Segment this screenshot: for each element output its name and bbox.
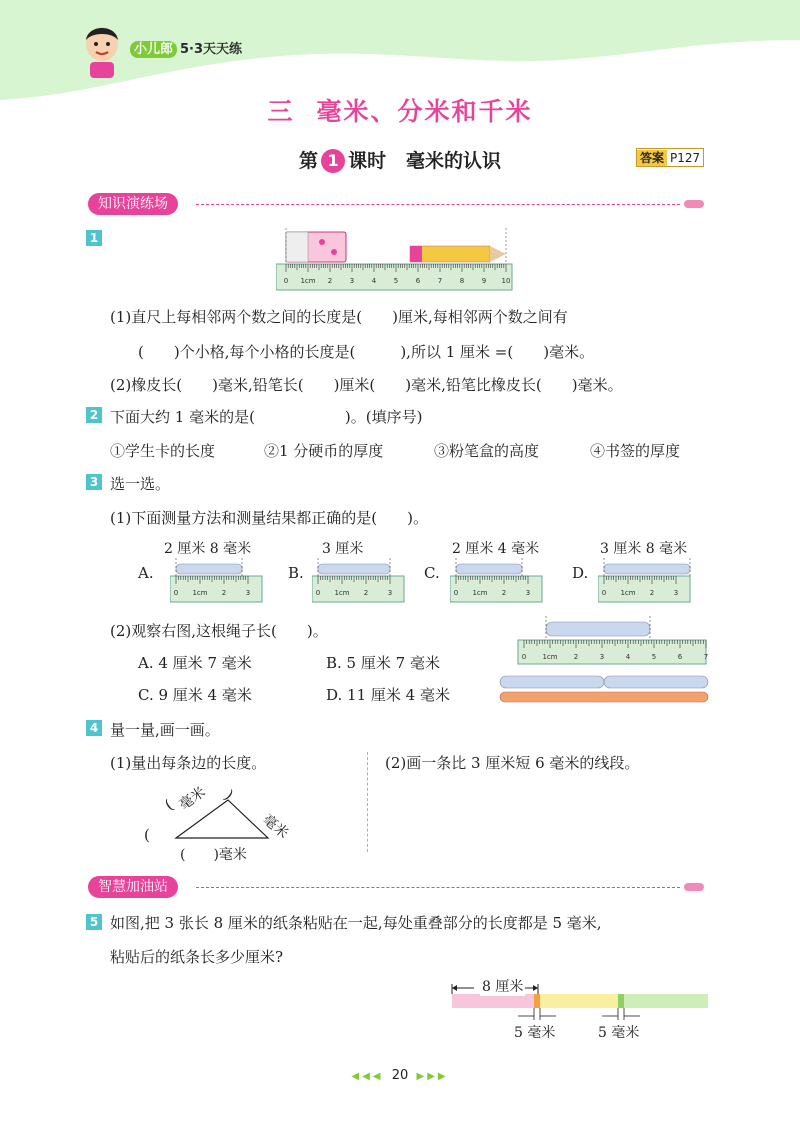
ruler-figure [276, 228, 516, 292]
q5-line1: 如图,把 3 张长 8 厘米的纸条粘贴在一起,每处重叠部分的长度都是 5 毫米, [110, 914, 602, 932]
section-knowledge: 知识演练场 [88, 193, 178, 215]
ruler-label: 0 [453, 589, 459, 597]
ruler-label: 2 [501, 589, 507, 597]
ruler-label: 0 [283, 277, 289, 285]
answer-ref: 答案 P127 [636, 148, 704, 167]
choice-label: 2 厘米 8 毫米 [164, 541, 252, 557]
rope-figure [498, 612, 710, 708]
q1-part1-line2: ( )个小格,每个小格的长度是( ),所以 1 厘米 =( )毫米。 [138, 343, 595, 361]
q3-p2-option: D. 11 厘米 4 毫米 [326, 686, 450, 704]
choice-label: 2 厘米 4 毫米 [452, 541, 540, 557]
q4-stem: 量一量,画一画。 [110, 721, 220, 739]
label-right: 毫米 [259, 811, 292, 842]
ruler-label: 5 [651, 653, 657, 661]
ruler-label: 3 [673, 589, 679, 597]
ruler-label: 6 [415, 277, 421, 285]
ruler-label: 1cm [192, 589, 208, 597]
ruler-label: 2 [649, 589, 655, 597]
ruler-label: 1cm [472, 589, 488, 597]
q4-part1: (1)量出每条边的长度。 [110, 754, 267, 772]
pencil-icon [684, 883, 704, 891]
ruler-label: 3 [349, 277, 355, 285]
ruler-label: 2 [573, 653, 579, 661]
q1-part1-line1: (1)直尺上每相邻两个数之间的长度是( )厘米,每相邻两个数之间有 [110, 308, 568, 326]
pencil-bar [318, 564, 390, 574]
arrows-right-icon: ▶▶▶ [416, 1071, 449, 1082]
paren-right: ) [220, 786, 237, 804]
ruler-label: 1cm [300, 277, 316, 285]
q3-part2: (2)观察右图,这根绳子长( )。 [110, 622, 328, 640]
q2-option: ④书签的厚度 [590, 442, 681, 460]
q3-p2-option: B. 5 厘米 7 毫米 [326, 654, 440, 672]
paren-left: ( [144, 826, 150, 844]
ruler-label: 0 [521, 653, 527, 661]
question-number: 4 [86, 720, 102, 736]
question-number: 2 [86, 407, 102, 423]
ruler-label: 2 [221, 589, 227, 597]
ruler-label: 8 [459, 277, 465, 285]
ruler-label: 2 [363, 589, 369, 597]
ruler-label: 7 [437, 277, 443, 285]
ruler-label: 9 [481, 277, 487, 285]
question-number: 3 [86, 474, 102, 490]
choice-letter: D. [572, 564, 589, 582]
ruler-label: 10 [501, 277, 511, 285]
page-footer [0, 1068, 800, 1083]
pencil-bar [176, 564, 242, 574]
q2-option: ①学生卡的长度 [110, 442, 216, 460]
ruler-label: 0 [173, 589, 179, 597]
page-number: 20 [391, 1068, 409, 1083]
ruler-label: 3 [387, 589, 393, 597]
q1-part2: (2)橡皮长( )毫米,铅笔长( )厘米( )毫米,铅笔比橡皮长( )毫米。 [110, 376, 623, 394]
choice-label: 3 厘米 [322, 541, 364, 557]
ruler-label: 6 [677, 653, 683, 661]
arrows-left-icon: ◀◀◀ [351, 1071, 384, 1082]
pencil-bar [604, 564, 690, 574]
q2-stem: 下面大约 1 毫米的是( )。(填序号) [110, 408, 423, 426]
ruler-label: 3 [525, 589, 531, 597]
brand [130, 38, 242, 57]
ruler-label: 3 [245, 589, 251, 597]
q3-p2-option: A. 4 厘米 7 毫米 [138, 654, 252, 672]
ruler-c [450, 556, 550, 604]
q3-stem: 选一选。 [110, 475, 171, 493]
q5-line2: 粘贴后的纸条长多少厘米? [110, 948, 284, 966]
ruler-label: 1cm [542, 653, 558, 661]
lesson-title: 第 1 课时 毫米的认识 [299, 150, 501, 172]
brand-series: 5·3天天练 [180, 42, 243, 57]
choice-letter: C. [424, 564, 440, 582]
ruler-label: 2 [327, 277, 333, 285]
chapter-title: 三 毫米、分米和千米 [267, 97, 533, 126]
q4-part2: (2)画一条比 3 厘米短 6 毫米的线段。 [385, 754, 640, 772]
q2-option: ②1 分硬币的厚度 [264, 442, 384, 460]
choice-label: 3 厘米 8 毫米 [600, 541, 688, 557]
label-bottom: ( )毫米 [180, 847, 247, 863]
q2-option: ③粉笔盒的高度 [434, 442, 540, 460]
pencil-bar [456, 564, 522, 574]
vertical-divider [367, 752, 368, 852]
choice-letter: A. [138, 564, 154, 582]
q3-p2-option: C. 9 厘米 4 毫米 [138, 686, 252, 704]
q3-part1: (1)下面测量方法和测量结果都正确的是( )。 [110, 509, 428, 527]
ruler-a [170, 556, 270, 604]
ruler-d [598, 556, 698, 604]
section-challenge: 智慧加油站 [88, 876, 178, 898]
ruler-label: 7 [703, 653, 709, 661]
ruler-label: 5 [393, 277, 399, 285]
ruler-label: 0 [601, 589, 607, 597]
ruler-b [312, 556, 412, 604]
ruler-label: 3 [599, 653, 605, 661]
ruler-label: 4 [371, 277, 377, 285]
choice-letter: B. [288, 564, 304, 582]
question-number: 5 [86, 914, 102, 930]
overlap-label: 5 毫米 [598, 1025, 640, 1041]
section-divider [196, 204, 680, 205]
brand-name: 小儿郎 [130, 41, 177, 58]
lesson-number: 1 [321, 149, 345, 173]
section-divider [196, 887, 680, 888]
overlap-label: 5 毫米 [514, 1025, 556, 1041]
pencil-icon [684, 200, 704, 208]
ruler-label: 4 [625, 653, 631, 661]
ruler-label: 0 [315, 589, 321, 597]
label-top: 毫米 [176, 784, 209, 814]
ruler-label: 1cm [334, 589, 350, 597]
strip-length-label: 8 厘米 [480, 976, 525, 996]
ruler-label: 1cm [620, 589, 636, 597]
paren-top: ( [161, 795, 177, 815]
boy-mascot-icon [80, 22, 124, 80]
question-number: 1 [86, 230, 102, 246]
